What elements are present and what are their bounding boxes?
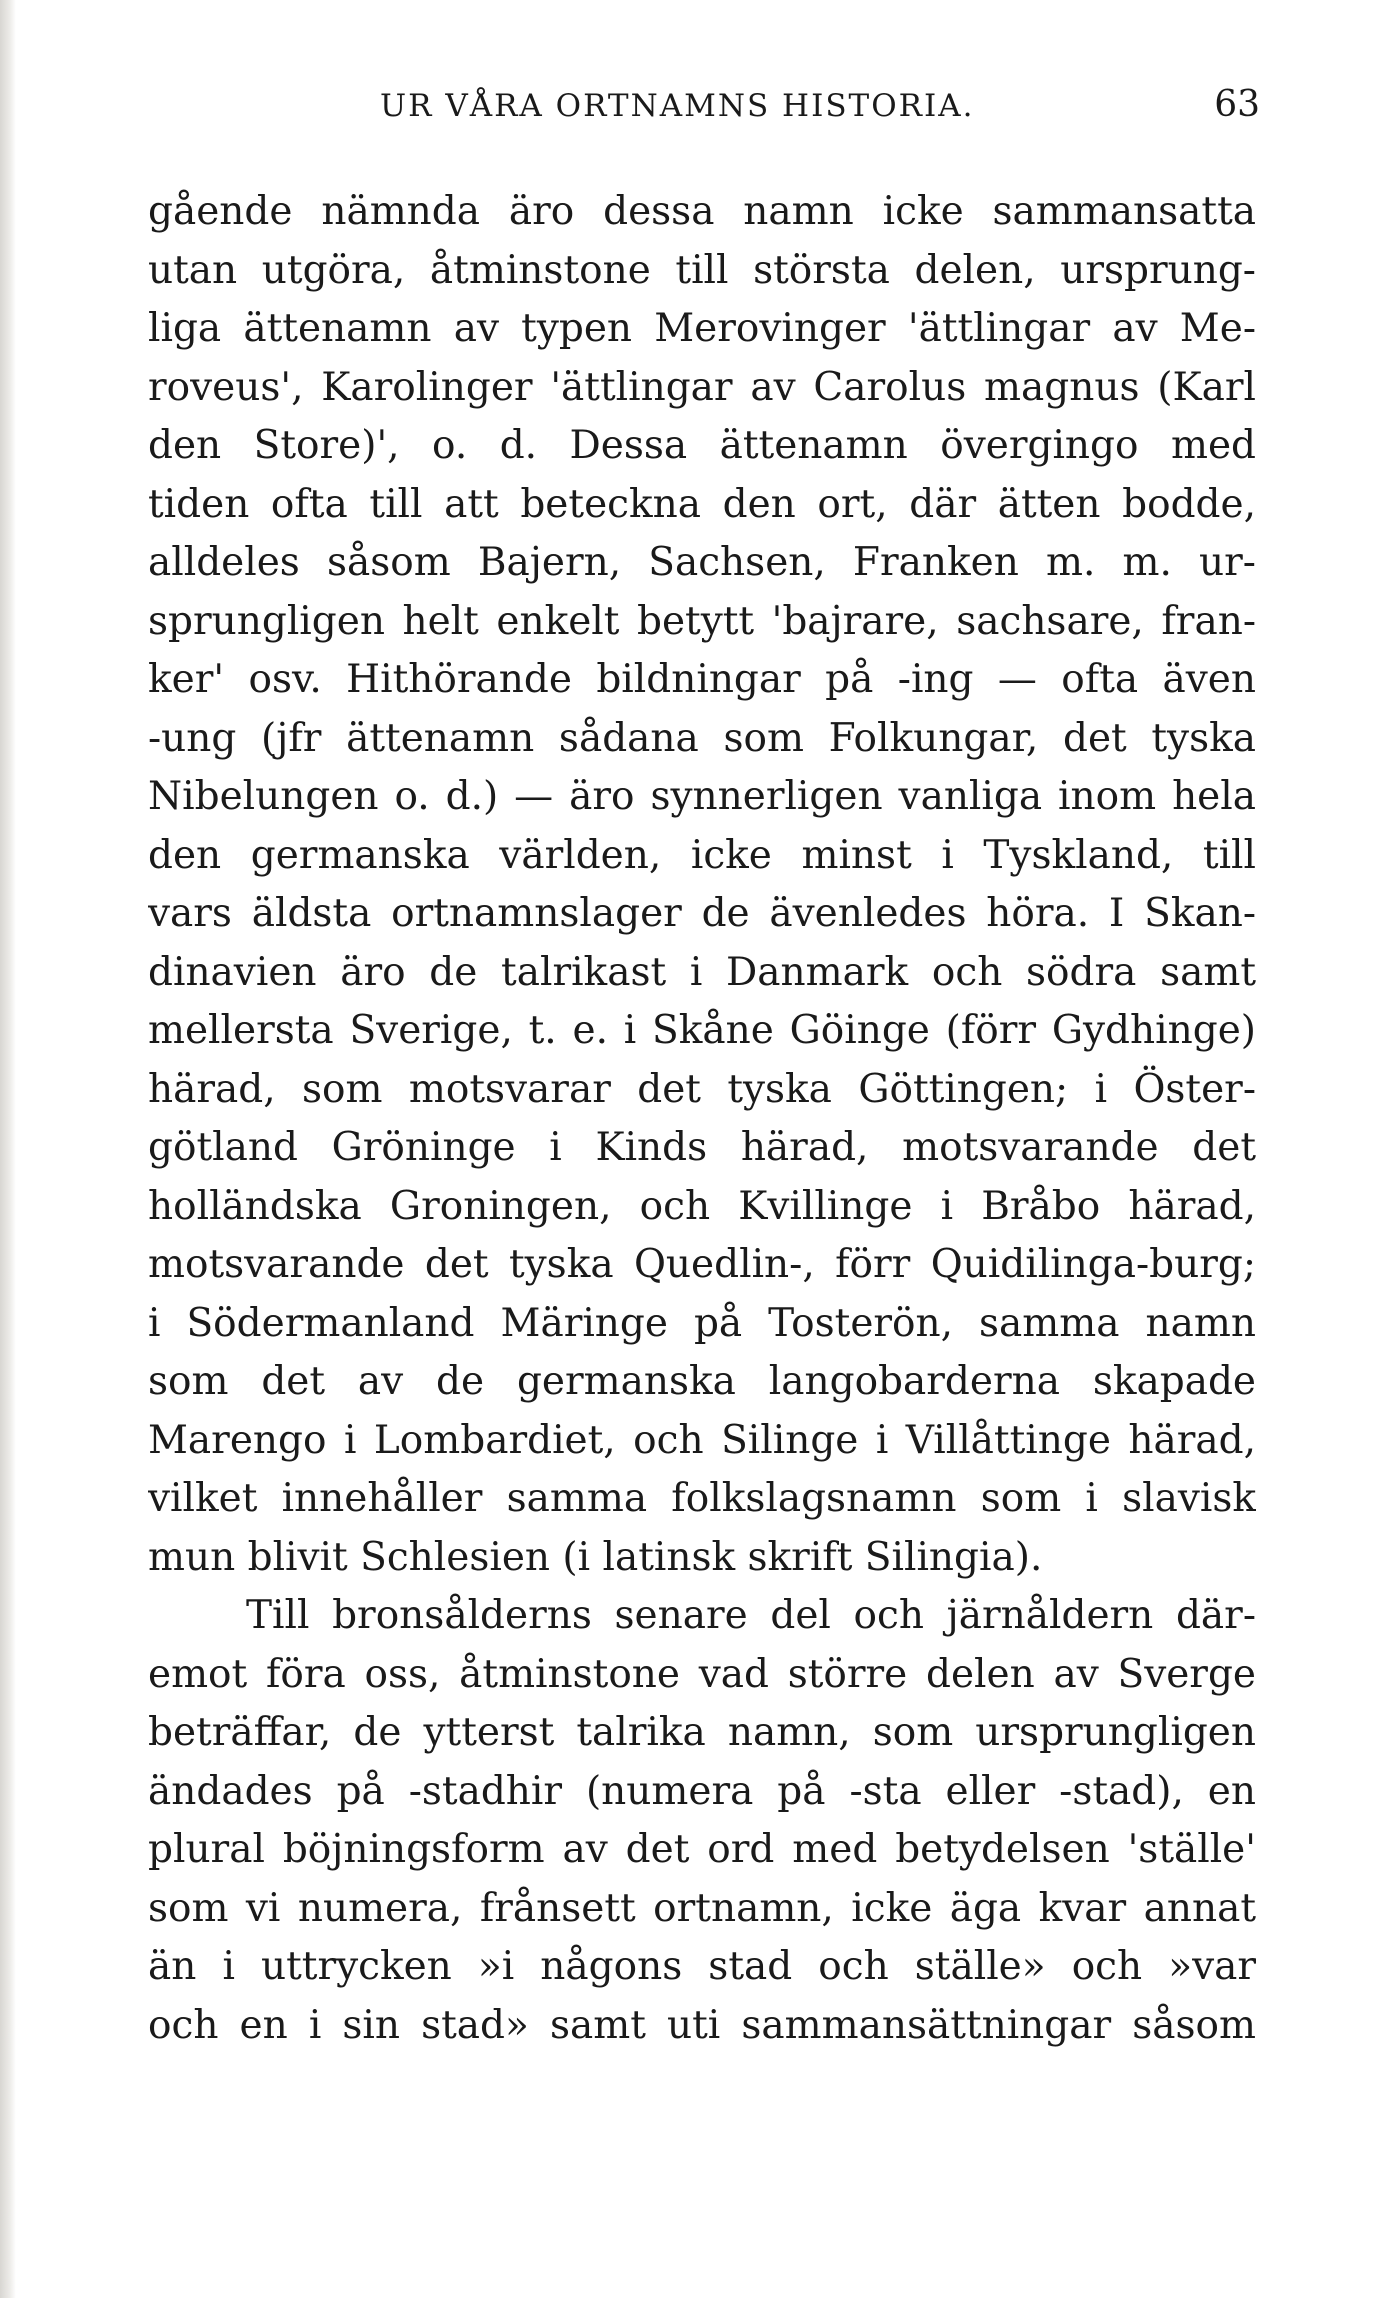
text-line: den germanska världen, icke minst i Tyskland, till xyxy=(148,832,1256,878)
body-text xyxy=(148,183,1256,2055)
text-line: holländska Groningen, och Kvillinge i Bråbo härad, xyxy=(148,1183,1256,1229)
text-line: vars äldsta ortnamnslager de ävenledes höra. I Skan- xyxy=(148,891,1256,936)
text-line: utan utgöra, åtminstone till största delen, ursprung- xyxy=(148,247,1256,293)
page-number: 63 xyxy=(1214,84,1260,125)
running-header xyxy=(380,78,1260,138)
text-line: som vi numera, frånsett ortnamn, icke äga kvar annat xyxy=(148,1885,1256,1931)
text-line: ker' osv. Hithörande bildningar på -ing — ofta även xyxy=(148,657,1256,702)
text-line: och en i sin stad» samt uti sammansättningar såsom xyxy=(148,2002,1256,2048)
page-binding-edge xyxy=(0,0,16,2298)
text-line: den Store)', o. d. Dessa ättenamn övergingo med xyxy=(148,423,1256,468)
text-line: motsvarande det tyska Quedlin-, förr Quidilinga-burg; xyxy=(148,1242,1256,1287)
text-line: mun blivit Schlesien (i latinsk skrift Silingia). xyxy=(148,1534,1043,1580)
text-line: sprungligen helt enkelt betytt 'bajrare, sachsare, fran- xyxy=(148,598,1256,644)
text-line: beträffar, de ytterst talrika namn, som ursprungligen xyxy=(148,1710,1256,1755)
text-line: götland Gröninge i Kinds härad, motsvarande det xyxy=(148,1125,1256,1170)
text-line: alldeles såsom Bajern, Sachsen, Franken m. m. ur- xyxy=(148,540,1256,585)
text-line: tiden ofta till att beteckna den ort, där ätten bodde, xyxy=(148,481,1256,527)
text-line: gående nämnda äro dessa namn icke sammansatta xyxy=(148,189,1256,234)
text-line: mellersta Sverige, t. e. i Skåne Göinge (förr Gydhinge) xyxy=(148,1008,1256,1053)
text-line: ändades på -stadhir (numera på -sta eller -stad), en xyxy=(148,1768,1256,1814)
text-line: -ung (jfr ättenamn sådana som Folkungar, det tyska xyxy=(148,715,1256,761)
text-line: i Södermanland Märinge på Tosterön, samma namn xyxy=(148,1300,1256,1346)
text-line: dinavien äro de talrikast i Danmark och södra samt xyxy=(148,949,1256,995)
text-line: härad, som motsvarar det tyska Göttingen; i Öster- xyxy=(148,1066,1256,1112)
running-title: UR VÅRA ORTNAMNS HISTORIA. xyxy=(380,88,975,124)
text-line: plural böjningsform av det ord med betydelsen 'ställe' xyxy=(148,1827,1256,1872)
text-line: liga ättenamn av typen Merovinger 'ättlingar av Me- xyxy=(148,306,1256,351)
text-line: vilket innehåller samma folkslagsnamn som i slavisk xyxy=(148,1476,1256,1521)
text-line: än i uttrycken »i någons stad och ställe» och »var xyxy=(148,1944,1256,1989)
text-line: emot föra oss, åtminstone vad större delen av Sverge xyxy=(148,1651,1256,1697)
text-line: som det av de germanska langobarderna skapade xyxy=(148,1359,1256,1404)
text-line: Marengo i Lombardiet, och Silinge i Villåttinge härad, xyxy=(148,1417,1256,1463)
text-line: roveus', Karolinger 'ättlingar av Carolus magnus (Karl xyxy=(148,364,1256,410)
text-line: Nibelungen o. d.) — äro synnerligen vanliga inom hela xyxy=(148,774,1256,819)
text-line: Till bronsålderns senare del och järnåldern där- xyxy=(246,1593,1256,1638)
